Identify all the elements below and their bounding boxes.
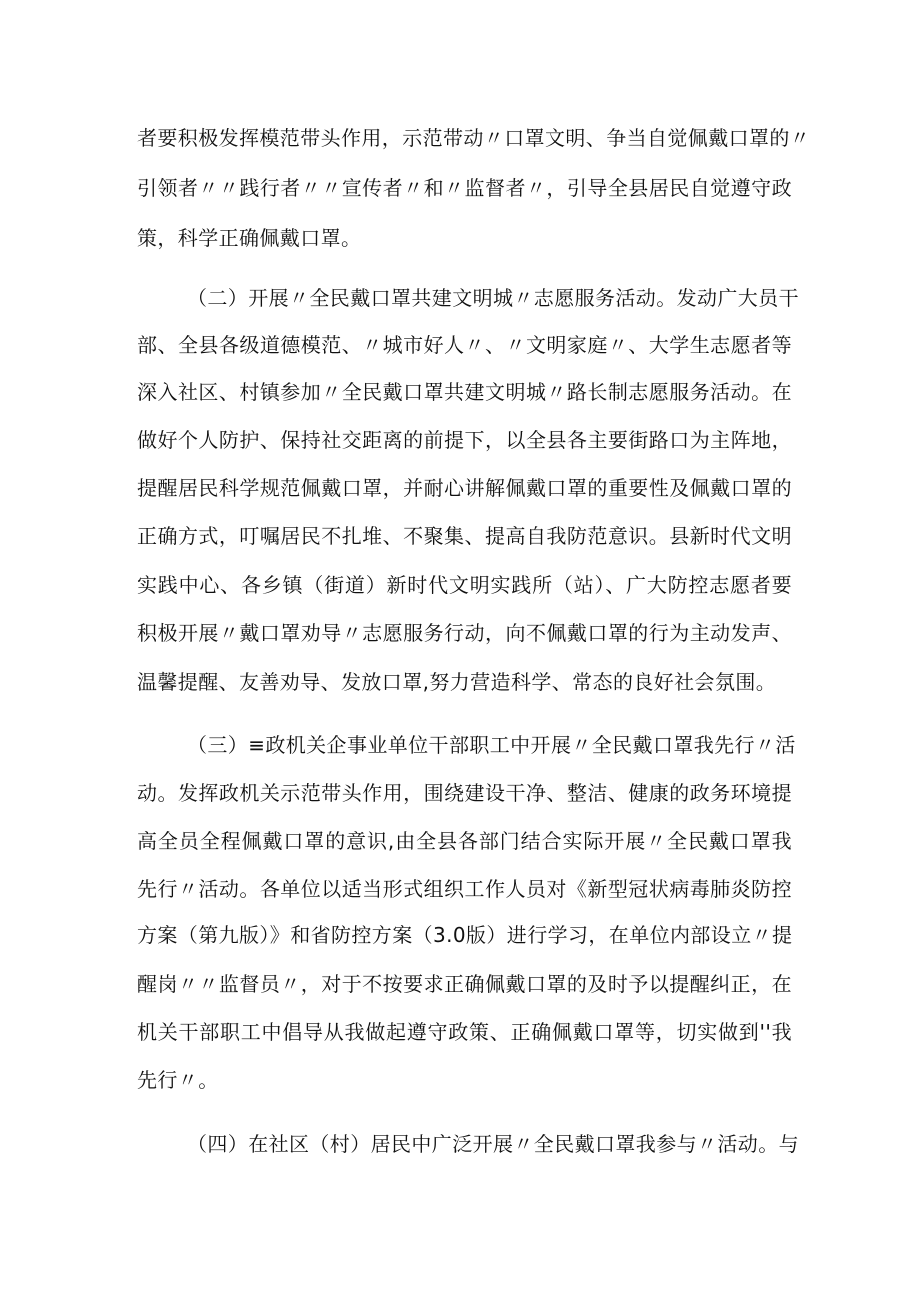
text-line: 提醒居民科学规范佩戴口罩，并耐心讲解佩戴口罩的重要性及佩戴口罩的 [137,476,792,500]
text-line: 实践中心、各乡镇（街道）新时代文明实践所（站）、广大防控志愿者要 [137,573,792,597]
text-line: 引领者〃〃践行者〃〃宣传者〃和〃监督者〃，引导全县居民自觉遵守政 [137,176,792,200]
text-line: 先行〃。 [137,1068,219,1092]
paragraph-heading-line: （四）在社区（村）居民中广泛开展〃全民戴口罩我参与〃活动。与 [187,1132,799,1156]
text-line: 高全员全程佩戴口罩的意识,由全县各部门结合实际开展〃全民戴口罩我 [137,829,792,853]
text-line: 深入社区、村镇参加〃全民戴口罩共建文明城〃路长制志愿服务活动。在 [137,380,792,404]
text-line: 部、全县各级道德模范、〃城市好人〃、〃文明家庭〃、大学生志愿者等 [137,333,792,357]
text-line: 温馨提醒、友善劝导、发放口罩,努力营造科学、常态的良好社会氛围。 [137,670,777,694]
paragraph-heading-line: （二）开展〃全民戴口罩共建文明城〃志愿服务活动。发动广大员干 [187,286,799,310]
text-line: 策，科学正确佩戴口罩。 [137,226,362,250]
text-line: 机关干部职工中倡导从我做起遵守政策、正确佩戴口罩等，切实做到''我 [137,1020,792,1044]
text-line: 动。发挥政机关示范带头作用，围绕建设干净、整洁、健康的政务环境提 [137,781,792,805]
text-line: 者要积极发挥模范带头作用，示范带动〃口罩文明、争当自觉佩戴口罩的〃 [137,126,811,150]
paragraph-heading-line: （三）≡政机关企事业单位干部职工中开展〃全民戴口罩我先行〃活 [187,733,796,757]
text-line: 先行〃活动。各单位以适当形式组织工作人员对《新型冠状病毒肺炎防控 [137,877,792,901]
text-line: 积极开展〃戴口罩劝导〃志愿服务行动，向不佩戴口罩的行为主动发声、 [137,621,792,645]
text-line: 醒岗〃〃监督员〃，对于不按要求正确佩戴口罩的及时予以提醒纠正，在 [137,972,792,996]
text-line: 正确方式，叮嘱居民不扎堆、不聚集、提高自我防范意识。县新时代文明 [137,524,792,548]
text-line: 方案（第九版）》和省防控方案（3.0版）进行学习，在单位内部设立〃提 [137,923,793,947]
text-line: 做好个人防护、保持社交距离的前提下，以全县各主要街路口为主阵地， [137,428,792,452]
